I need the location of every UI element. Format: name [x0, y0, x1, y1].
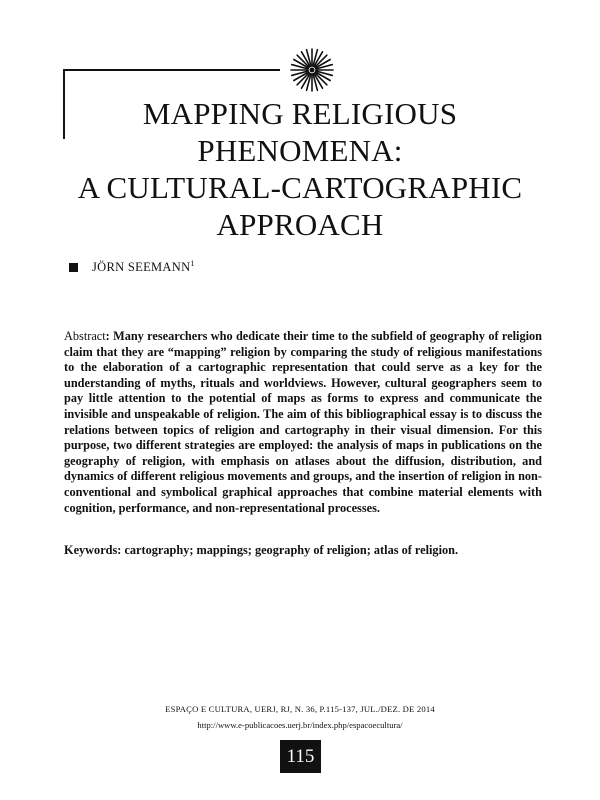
- abstract-paragraph: [64, 329, 542, 516]
- journal-reference: ESPAÇO E CULTURA, UERJ, RJ, N. 36, P.115-137, JUL./DEZ. DE 2014: [165, 704, 435, 714]
- starburst-icon: [290, 48, 334, 92]
- abstract-label: Abstract: [64, 329, 106, 343]
- page-number: 115: [280, 740, 321, 773]
- author-name: [92, 259, 195, 275]
- article-title: [40, 95, 560, 243]
- author-name-text: JÖRN SEEMANN: [92, 260, 191, 275]
- author-row: [69, 259, 195, 275]
- title-line-2: A CULTURAL-CARTOGRAPHIC: [77, 170, 523, 205]
- abstract-text: : Many researchers who dedicate their time to the subfield of geography of religion claim that they are “mapping” religion by comparing the study of religious manifestations to the elaboration of a cartographic representation that could serve as a key for the understanding of myths, rituals and worldviews. However, cultural geographers seem to pay little attention to the potential of maps as forms to express and communicate the invisible and unspeakable of religion. The aim of this bibliographical essay is to discuss the relations between topics of religion and cartography in their visual dimension. For this purpose, two different strategies are employed: the analysis of maps in publications on the geography of religion, with emphasis on atlases about the diffusion, distribution, and dynamics of different religious movements and groups, and the insertion of religion in non-conventional and symbolical graphical approaches that combine material elements with cognition, performance, and non-representational processes.: [64, 329, 542, 515]
- title-line-1: MAPPING RELIGIOUS PHENOMENA:: [142, 96, 458, 168]
- keywords-paragraph: Keywords: cartography; mappings; geography of religion; atlas of religion.: [64, 543, 459, 557]
- title-line-3: APPROACH: [216, 207, 384, 242]
- journal-url-link[interactable]: http://www.e-publicacoes.uerj.br/index.php/espacoecultura/: [197, 720, 403, 730]
- square-bullet-icon: [69, 263, 78, 272]
- author-footnote-link[interactable]: 1: [190, 259, 195, 268]
- corner-frame-top: [63, 69, 280, 71]
